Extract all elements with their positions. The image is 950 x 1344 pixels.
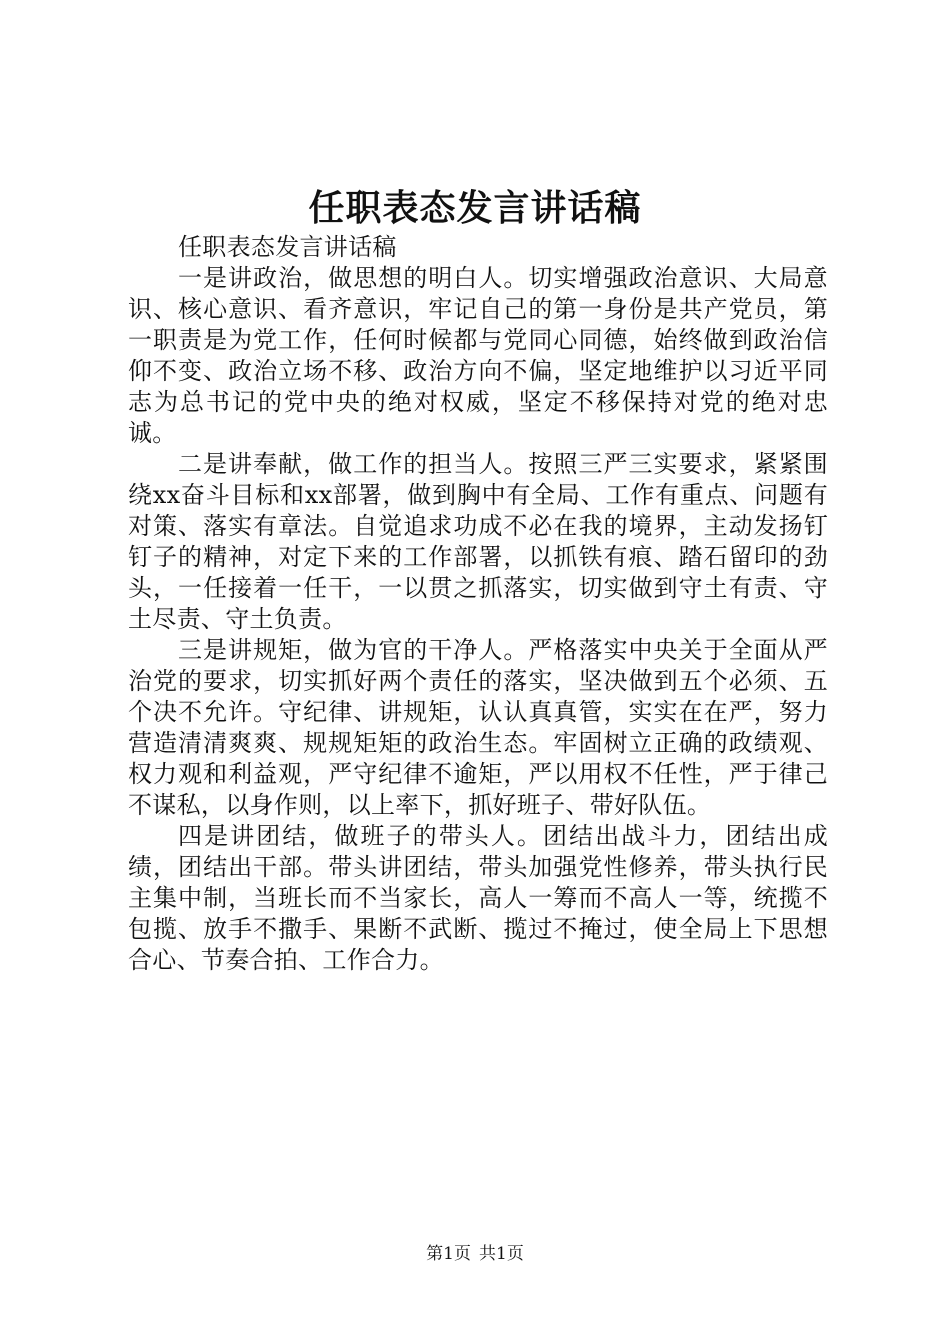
document-body — [128, 232, 828, 976]
paragraph: 三是讲规矩，做为官的干净人。严格落实中央关于全面从严治党的要求，切实抓好两个责任的落实，坚决做到五个必须、五个决不允许。守纪律、讲规矩，认认真真管，实实在在严，努力营造清清爽爽、规规矩矩的政治生态。牢固树立正确的政绩观、权力观和利益观，严守纪律不逾矩，严以用权不任性，严于律己不谋私，以身作则，以上率下，抓好班子、带好队伍。 — [128, 636, 828, 819]
subtitle-line: 任职表态发言讲话稿 — [178, 233, 397, 261]
page-footer — [0, 1242, 950, 1266]
document-title: 任职表态发言讲话稿 — [308, 187, 642, 229]
page-number: 第1页 — [426, 1244, 471, 1264]
paragraph: 四是讲团结，做班子的带头人。团结出战斗力，团结出成绩，团结出干部。带头讲团结，带头加强党性修养，带头执行民主集中制，当班长而不当家长，高人一筹而不高人一等，统揽不包揽、放手不撒手、果断不武断、揽过不掩过，使全局上下思想合心、节奏合拍、工作合力。 — [128, 822, 828, 974]
paragraph: 一是讲政治，做思想的明白人。切实增强政治意识、大局意识、核心意识、看齐意识，牢记自己的第一身份是共产党员，第一职责是为党工作，任何时候都与党同心同德，始终做到政治信仰不变、政治立场不移、政治方向不偏，坚定地维护以习近平同志为总书记的党中央的绝对权威，坚定不移保持对党的绝对忠诚。 — [128, 264, 828, 447]
paragraph: 二是讲奉献，做工作的担当人。按照三严三实要求，紧紧围绕xx奋斗目标和xx部署，做到胸中有全局、工作有重点、问题有对策、落实有章法。自觉追求功成不必在我的境界，主动发扬钉钉子的精神，对定下来的工作部署，以抓铁有痕、踏石留印的劲头，一任接着一任干，一以贯之抓落实，切实做到守土有责、守土尽责、守土负责。 — [128, 450, 828, 633]
page-total: 共1页 — [479, 1244, 524, 1264]
